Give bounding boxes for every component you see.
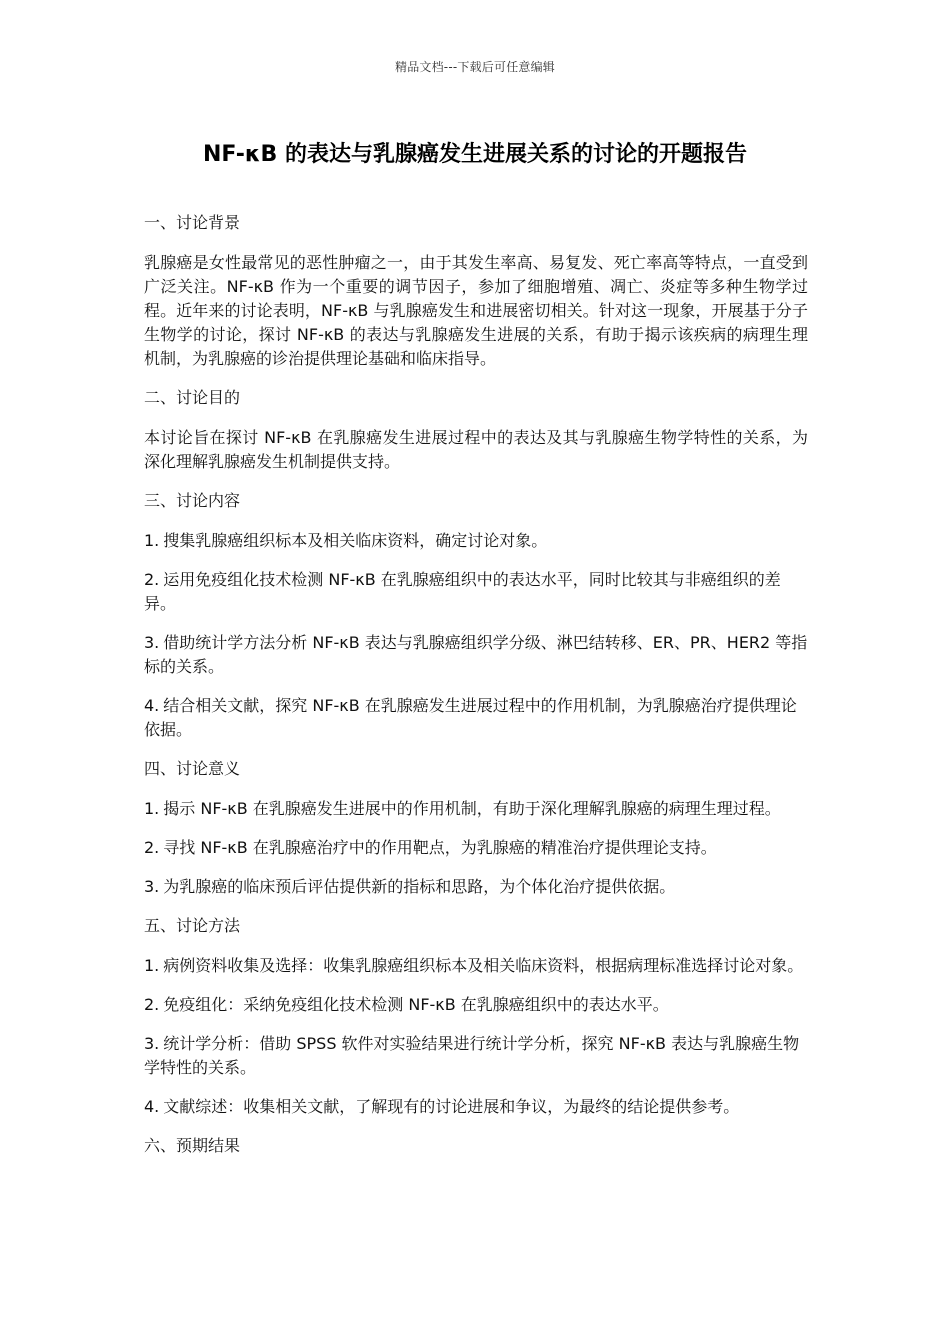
- list-item: 2. 免疫组化：采纳免疫组化技术检测 NF-κB 在乳腺癌组织中的表达水平。: [144, 995, 669, 1014]
- header-note: 精品文档---下载后可任意编辑: [395, 60, 555, 74]
- document-body: [144, 211, 808, 1174]
- section-heading-expected-results: 六、预期结果: [144, 1136, 241, 1155]
- list-item: 4. 文献综述：收集相关文献，了解现有的讨论进展和争议，为最终的结论提供参考。: [144, 1097, 740, 1116]
- list-item: 3. 借助统计学方法分析 NF-κB 表达与乳腺癌组织学分级、淋巴结转移、ER、PR、HER2 等指标的关系。: [144, 633, 808, 676]
- list-item: 3. 统计学分析：借助 SPSS 软件对实验结果进行统计学分析，探究 NF-κB 表达与乳腺癌生物学特性的关系。: [144, 1034, 800, 1077]
- list-item: 2. 寻找 NF-κB 在乳腺癌治疗中的作用靶点，为乳腺癌的精准治疗提供理论支持。: [144, 838, 717, 857]
- list-item: 3. 为乳腺癌的临床预后评估提供新的指标和思路，为个体化治疗提供依据。: [144, 877, 676, 896]
- list-item: 1. 搜集乳腺癌组织标本及相关临床资料，确定讨论对象。: [144, 531, 548, 550]
- section-heading-purpose: 二、讨论目的: [144, 388, 241, 407]
- document-title: NF-κB 的表达与乳腺癌发生进展关系的讨论的开题报告: [203, 142, 747, 167]
- section-heading-significance: 四、讨论意义: [144, 759, 241, 778]
- list-item: 2. 运用免疫组化技术检测 NF-κB 在乳腺癌组织中的表达水平，同时比较其与非癌组织的差异。: [144, 570, 781, 613]
- section-heading-methods: 五、讨论方法: [144, 916, 241, 935]
- purpose-paragraph: 本讨论旨在探讨 NF-κB 在乳腺癌发生进展过程中的表达及其与乳腺癌生物学特性的关系，为深化理解乳腺癌发生机制提供支持。: [144, 428, 808, 471]
- section-heading-background: 一、讨论背景: [144, 213, 241, 232]
- section-heading-content: 三、讨论内容: [144, 491, 241, 510]
- list-item: 1. 病例资料收集及选择：收集乳腺癌组织标本及相关临床资料，根据病理标准选择讨论对象。: [144, 956, 804, 975]
- background-paragraph: 乳腺癌是女性最常见的恶性肿瘤之一，由于其发生率高、易复发、死亡率高等特点，一直受到广泛关注。NF-κB 作为一个重要的调节因子，参加了细胞增殖、凋亡、炎症等多种生物学过程。近年来的讨论表明，NF-κB 与乳腺癌发生和进展密切相关。针对这一现象，开展基于分子生物学的讨论，探讨 NF-κB 的表达与乳腺癌发生进展的关系，有助于揭示该疾病的病理生理机制，为乳腺癌的诊治提供理论基础和临床指导。: [144, 253, 808, 368]
- list-item: 1. 揭示 NF-κB 在乳腺癌发生进展中的作用机制，有助于深化理解乳腺癌的病理生理过程。: [144, 799, 781, 818]
- list-item: 4. 结合相关文献，探究 NF-κB 在乳腺癌发生进展过程中的作用机制，为乳腺癌治疗提供理论依据。: [144, 696, 797, 739]
